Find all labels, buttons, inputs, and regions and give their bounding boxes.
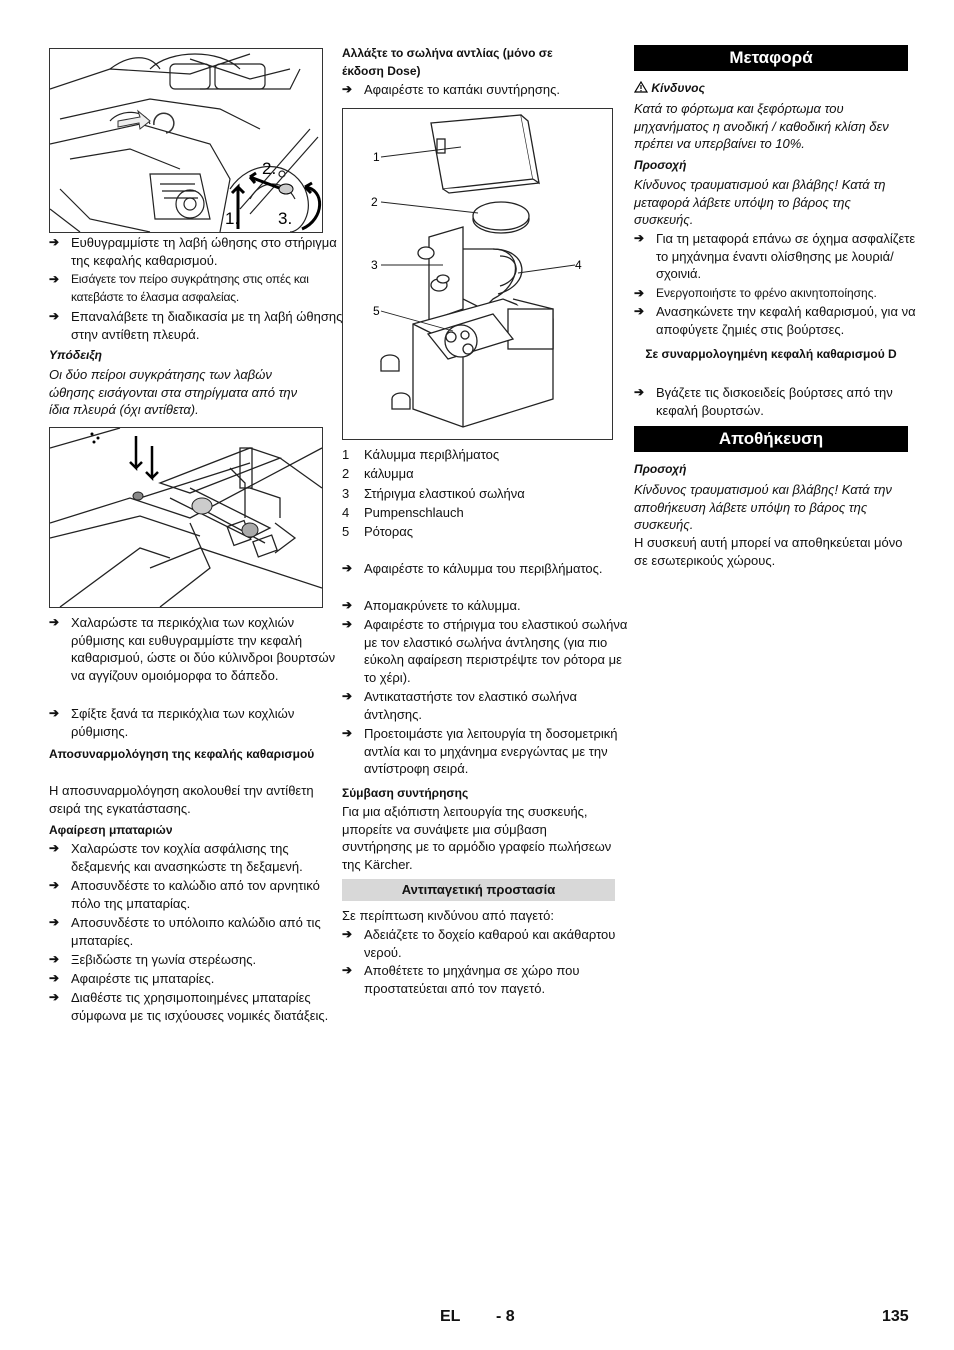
instruction-step: ➔ Ενεργοποιήστε το φρένο ακινητοποίησης. bbox=[634, 285, 930, 303]
callout-3: 3 bbox=[371, 258, 378, 272]
fig-step-label-3: 3. bbox=[278, 209, 293, 228]
callout-5: 5 bbox=[373, 304, 380, 318]
instruction-step: ➔ Σφίξτε ξανά τα περικόχλια των κοχλιών ρύθμισης. bbox=[49, 705, 343, 740]
pump-exploded-illustration bbox=[343, 109, 612, 439]
contract-heading: Σύμβαση συντήρησης bbox=[342, 786, 469, 800]
storage-caution-title: Προσοχή bbox=[634, 462, 687, 476]
instruction-step: ➔ Αφαιρέστε το κάλυμμα του περιβλήματος. bbox=[342, 560, 626, 578]
brush-alignment-figure bbox=[49, 427, 323, 608]
brush-alignment-illustration bbox=[50, 428, 322, 607]
instruction-step: ➔ Ανασηκώνετε την κεφαλή καθαρισμού, για να αποφύγετε ζημιές στις βούρτσες. bbox=[634, 303, 930, 338]
frost-text: Σε περίπτωση κινδύνου από παγετό: bbox=[342, 908, 555, 923]
warning-triangle-icon bbox=[634, 81, 648, 99]
storage-caution-text: Κίνδυνος τραυματισμού και βλάβης! Κατά την αποθήκευση λάβετε υπόψη το βάρος της συσκευής. bbox=[634, 482, 892, 532]
contract-text: Για μια αξιόπιστη λειτουργία της συσκευής, μπορείτε να συνάψετε μια σύμβαση συντήρησης με το αρμόδιο γραφείο πωλήσεων της Kärcher. bbox=[342, 804, 612, 872]
instruction-step: ➔ Απομακρύνετε το κάλυμμα. bbox=[342, 597, 636, 615]
instruction-step: ➔ Χαλαρώστε τον κοχλία ασφάλισης της δεξαμενής και ανασηκώστε τη δεξαμενή. bbox=[49, 840, 343, 875]
storage-heading: Αποθήκευση bbox=[634, 426, 908, 452]
mounted-head-heading: Σε συναρμολογημένη κεφαλή καθαρισμού D bbox=[645, 347, 897, 361]
dismantle-text: Η αποσυναρμολόγηση ακολουθεί την αντίθετη σειρά της εγκατάστασης. bbox=[49, 783, 314, 816]
instruction-step: ➔ Επαναλάβετε τη διαδικασία με τη λαβή ώθησης στην αντίθετη πλευρά. bbox=[49, 308, 343, 343]
push-handle-figure bbox=[49, 48, 323, 233]
page-number: 135 bbox=[882, 1308, 909, 1325]
instruction-step: ➔ Ευθυγραμμίστε τη λαβή ώθησης στο στήριγμα της κεφαλής καθαρισμού. bbox=[49, 234, 343, 269]
battery-heading: Αφαίρεση μπαταριών bbox=[49, 823, 173, 837]
dismantle-heading: Αποσυναρμολόγηση της κεφαλής καθαρισμού bbox=[49, 747, 315, 761]
instruction-step: ➔ Αποσυνδέστε το καλώδιο από τον αρνητικό πόλο της μπαταρίας. bbox=[49, 877, 343, 912]
instruction-step: ➔ Διαθέστε τις χρησιμοποιημένες μπαταρίες σύμφωνα με τις ισχύουσες νομικές διατάξεις. bbox=[49, 989, 343, 1024]
callout-2: 2 bbox=[371, 195, 378, 209]
instruction-step: ➔ Εισάγετε τον πείρο συγκράτησης στις οπές και κατεβάστε το έλασμα ασφαλείας. bbox=[49, 271, 343, 306]
instruction-step: ➔ Αποθέτετε το μηχάνημα σε χώρο που προστατεύεται από τον παγετό. bbox=[342, 962, 636, 997]
footer-section: - 8 bbox=[496, 1308, 515, 1325]
transport-heading: Μεταφορά bbox=[634, 45, 908, 71]
fig-step-label-2: 2. bbox=[262, 159, 277, 178]
danger-text: Κατά το φόρτωμα και ξεφόρτωμα του μηχανήματος η ανοδική / καθοδική κλίση δεν πρέπει να υπερβαίνει το 10%. bbox=[634, 101, 889, 151]
note-text: Οι δύο πείροι συγκράτησης των λαβών ώθησης εισάγονται στα στηρίγματα από την ίδια πλευρά (όχι αντίθετα). bbox=[49, 367, 298, 417]
pump-hose-heading: Αλλάξτε το σωλήνα αντλίας (μόνο σε έκδοση Dose) bbox=[342, 46, 553, 78]
instruction-step: ➔ Αποσυνδέστε το υπόλοιπο καλώδιο από τις μπαταρίες. bbox=[49, 914, 343, 949]
instruction-step: ➔ Βγάζετε τις δισκοειδείς βούρτσες από την κεφαλή βουρτσών. bbox=[634, 384, 930, 419]
instruction-step: ➔ Αδειάζετε το δοχείο καθαρού και ακάθαρτου νερού. bbox=[342, 926, 626, 961]
danger-title: Κίνδυνος bbox=[634, 80, 705, 98]
instruction-step: ➔ Αντικαταστήστε τον ελαστικό σωλήνα άντλησης. bbox=[342, 688, 636, 723]
push-handle-illustration bbox=[50, 49, 322, 232]
callout-1: 1 bbox=[373, 150, 380, 164]
frost-protection-heading: Αντιπαγετική προστασία bbox=[342, 879, 615, 901]
instruction-step: ➔ Αφαιρέστε το στήριγμα του ελαστικού σωλήνα με τον ελαστικό σωλήνα άντλησης (για πιο εύκολη αφαίρεση περιστρέψτε τον ρότορα με το χέρι). bbox=[342, 616, 636, 686]
callout-4: 4 bbox=[575, 258, 582, 272]
note-title: Υπόδειξη bbox=[49, 348, 103, 362]
footer-language: EL bbox=[440, 1308, 461, 1325]
instruction-step: ➔ Χαλαρώστε τα περικόχλια των κοχλιών ρύθμισης και ευθυγραμμίστε την κεφαλή καθαρισμού, ώστε οι δύο κύλινδροι βουρτσών να αγγίζουν ομοιόμορφα το δάπεδο. bbox=[49, 614, 343, 684]
instruction-step: ➔ Για τη μεταφορά επάνω σε όχημα ασφαλίζετε το μηχάνημα έναντι ολίσθησης με λουριά/σχοινιά. bbox=[634, 230, 930, 283]
instruction-step: ➔ Αφαιρέστε το καπάκι συντήρησης. bbox=[342, 81, 636, 99]
instruction-step: ➔ Ξεβιδώστε τη γωνία στερέωσης. bbox=[49, 951, 343, 969]
pump-figure bbox=[342, 108, 613, 440]
instruction-step: ➔ Προετοιμάστε για λειτουργία τη δοσομετρική αντλία και το μηχάνημα ενεργώντας με την αντίστροφη σειρά. bbox=[342, 725, 636, 778]
instruction-step: ➔ Αφαιρέστε τις μπαταρίες. bbox=[49, 970, 343, 988]
storage-text: Η συσκευή αυτή μπορεί να αποθηκεύεται μόνο σε εσωτερικούς χώρους. bbox=[634, 535, 903, 568]
caution-title: Προσοχή bbox=[634, 158, 687, 172]
fig-step-label-1: 1. bbox=[225, 209, 240, 228]
caution-text: Κίνδυνος τραυματισμού και βλάβης! Κατά τη μεταφορά λάβετε υπόψη το βάρος της συσκευής. bbox=[634, 177, 886, 227]
